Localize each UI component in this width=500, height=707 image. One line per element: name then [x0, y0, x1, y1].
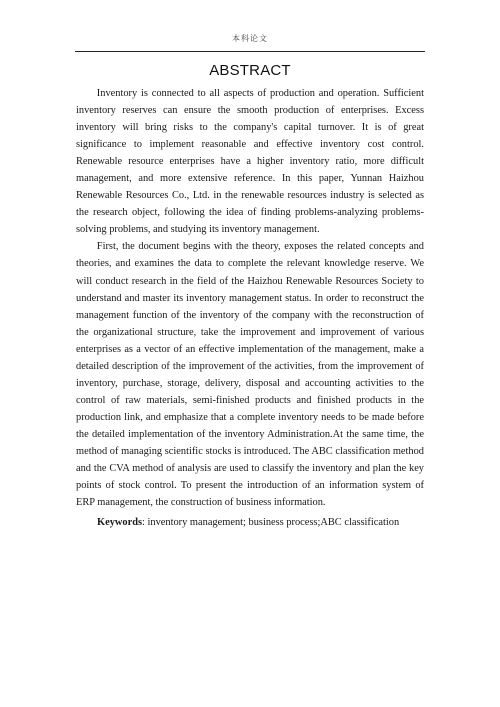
keywords-text: : inventory management; business process;ABC classification: [142, 517, 400, 528]
keywords-label: Keywords: [97, 517, 143, 528]
abstract-paragraph-1: Inventory is connected to all aspects of production and operation. Sufficient inventory reserves can ensure the smooth production of enterprises. Excess inventory will bring risks to the company's capital turnover. It is of great significance to implement reasonable and effective inventory cost control. Renewable resource enterprises have a higher inventory ratio, more difficult management, and more extensive reference. In this paper, Yunnan Haizhou Renewable Resources Co., Ltd. in the renewable resources industry is selected as the research object, following the idea of finding problems-analyzing problems-solving problems, and studying its inventory management.: [76, 88, 424, 236]
keywords-line: [97, 514, 427, 531]
header-divider: [75, 51, 425, 52]
abstract-body: [76, 85, 424, 511]
running-header: 本科论文: [232, 34, 268, 43]
abstract-paragraph-2: First, the document begins with the theory, exposes the related concepts and theories, and examines the data to complete the relevant knowledge reserve. We will conduct research in the field of the Haizhou Renewable Resources Society to understand and master its inventory management status. In order to reconstruct the management function of the inventory of the company with the reconstruction of the organizational structure, take the improvement and improvement of various enterprises as a vector of an effective implementation of the management, make a detailed description of the improvement of the activities, from the improvement of inventory, purchase, storage, delivery, disposal and accounting activities to the control of raw materials, semi-finished products and finished products in the production link, and emphasize that a complete inventory needs to be made before the detailed implementation of the inventory Administration.At the same time, the method of managing scientific stocks is introduced. The ABC classification method and the CVA method of analysis are used to classify the inventory and plan the key points of stock control. To present the introduction of an information system of ERP management, the construction of business information.: [76, 241, 424, 509]
abstract-title: ABSTRACT: [209, 62, 291, 79]
